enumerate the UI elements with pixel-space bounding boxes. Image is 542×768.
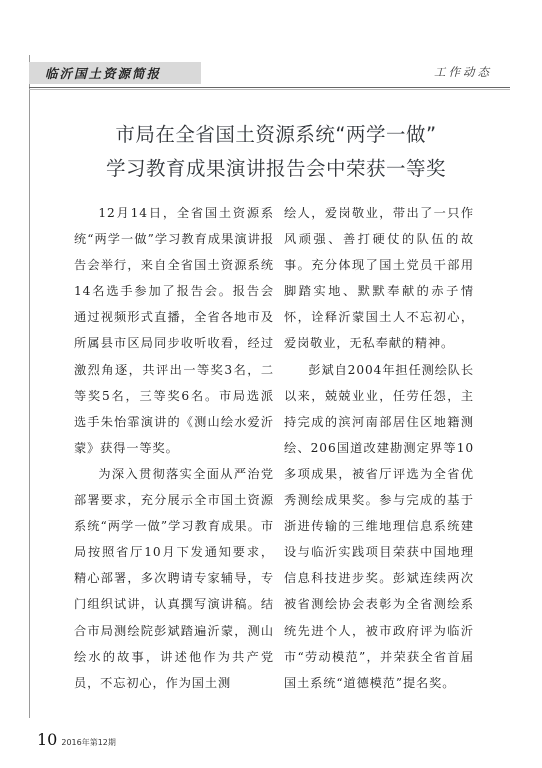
- paragraph: 为深入贯彻落实全面从严治党部署要求，充分展示全市国土资源系统“两学一做”学习教育成果。市局按照省厅10月下发通知要求，精心部署，多次聘请专家辅导，专门组织试讲，认真撰写演讲稿。结合市局测绘院彭斌踏遍沂蒙，测山绘水的故事，讲述他作为共产党员，不忘初心，作为国土测: [74, 466, 274, 690]
- paragraph: 彭斌自2004年担任测绘队长以来，兢兢业业，任劳任怨，主持完成的滨河南部居住区地籍测绘、206国道改建勘测定界等10多项成果，被省厅评选为全省优秀测绘成果奖。参与完成的基于浙进传输的三维地理信息系统建设与临沂实践项目荣获中国地理信息科技进步奖。彭斌连续两次被省测绘协会表彰为全省测绘系统先进个人，被市政府评为临沂市“劳动模范”，并荣获全省首届国土系统“道德模范”提名奖。: [284, 362, 474, 690]
- article-left-column: [74, 200, 274, 696]
- issue-label: 2016年第12期: [61, 738, 116, 747]
- page-number: 10: [37, 730, 58, 749]
- page-footer: [37, 730, 116, 749]
- header-rule-secondary: [29, 89, 510, 90]
- article-title: [40, 118, 512, 186]
- header-rule: [29, 87, 510, 88]
- paragraph: 12月14日，全省国土资源系统“两学一做”学习教育成果演讲报告会举行，来自全省国土资源系统14名选手参加了报告会。报告会通过视频形式直播，全省各地市及所属县市区局同步收听收看，经过激烈角逐，共评出一等奖3名，二等奖5名，三等奖6名。市局选派选手朱怡霏演讲的《测山绘水爱沂蒙》获得一等奖。: [74, 206, 274, 455]
- article-right-column: [284, 200, 474, 696]
- publication-banner: [29, 62, 201, 84]
- title-line-1: 市局在全省国土资源系统“两学一做”: [115, 123, 437, 146]
- page-left-rule: [29, 55, 30, 718]
- title-line-2: 学习教育成果演讲报告会中荣获一等奖: [105, 157, 446, 180]
- publication-title: 临沂国土资源简报: [45, 66, 162, 81]
- paragraph-continued: 绘人，爱岗敬业，带出了一只作风顽强、善打硬仗的队伍的故事。充分体现了国土党员干部用脚踏实地、默默奉献的赤子情怀，诠释沂蒙国土人不忘初心，爱岗敬业，无私奉献的精神。: [284, 206, 474, 351]
- section-label: 工作动态: [434, 65, 492, 79]
